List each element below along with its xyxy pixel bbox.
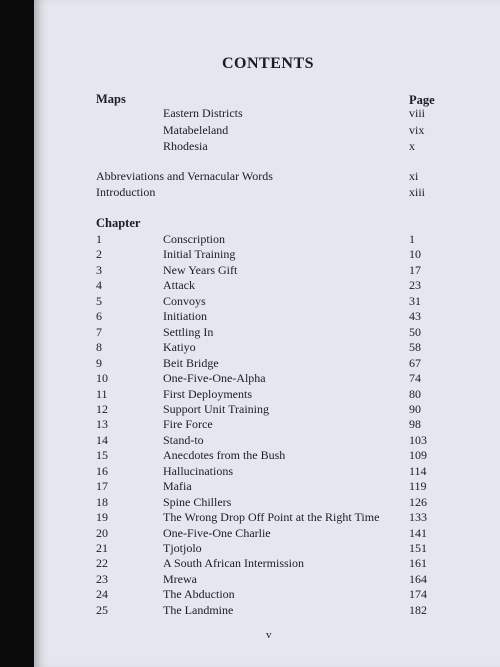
book-page: [34, 0, 500, 667]
chapter-page: 151: [409, 541, 427, 555]
front-matter-entry-page: xiii: [409, 185, 426, 199]
chapter-page: 1: [409, 232, 415, 246]
chapter-number: 13: [96, 417, 108, 432]
chapter-page: 133: [409, 510, 427, 525]
chapter-page: 80: [409, 386, 421, 401]
chapter-title: Anecdotes from the Bush: [163, 448, 286, 463]
chapter-page: 10: [409, 247, 421, 262]
chapter-page: 126: [409, 494, 427, 509]
chapter-page: 141: [409, 525, 427, 540]
front-matter-entry-page: xi: [409, 169, 419, 183]
chapter-title: Stand-to: [163, 432, 204, 447]
chapter-title: One-Five-One Charlie: [163, 525, 271, 540]
chapter-page: 182: [409, 602, 427, 617]
chapter-page: 103: [409, 432, 427, 447]
chapter-title: Tjotjolo: [163, 541, 202, 555]
chapter-page: 31: [409, 293, 421, 308]
chapter-page: 17: [409, 262, 421, 277]
chapter-title: Convoys: [163, 293, 206, 308]
chapter-page: 58: [409, 340, 421, 355]
chapter-page: 67: [409, 355, 421, 370]
chapter-number: 19: [96, 510, 108, 525]
chapter-number: 20: [96, 525, 108, 540]
front-matter-entry-name: Introduction: [96, 185, 156, 199]
chapter-title: Fire Force: [163, 417, 213, 432]
chapter-title: Katiyo: [163, 340, 196, 355]
chapter-page: 109: [409, 448, 427, 463]
chapter-page: 90: [409, 401, 421, 416]
chapter-number: 11: [96, 386, 108, 401]
chapter-heading: Chapter: [96, 216, 141, 230]
chapter-title: A South African Intermission: [163, 556, 304, 571]
chapter-page: 98: [409, 417, 421, 432]
chapter-title: First Deployments: [163, 386, 252, 401]
maps-heading: Maps: [96, 92, 126, 106]
chapter-number: 9: [96, 355, 102, 370]
chapter-page: 161: [409, 556, 427, 571]
chapter-page: 114: [409, 463, 427, 478]
chapter-number: 23: [96, 571, 108, 586]
map-entry-page: x: [409, 139, 415, 153]
chapter-number: 2: [96, 247, 102, 262]
chapter-title: Settling In: [163, 324, 214, 339]
page-folio: v: [266, 629, 272, 641]
map-entry-name: Rhodesia: [163, 139, 208, 153]
chapter-number: 8: [96, 340, 102, 355]
map-entry-page: vix: [409, 122, 425, 137]
chapter-number: 3: [96, 262, 102, 277]
chapter-number: 17: [96, 479, 108, 494]
chapter-title: Initial Training: [163, 247, 236, 262]
chapter-title: Spine Chillers: [163, 494, 232, 509]
chapter-number: 4: [96, 278, 102, 293]
chapter-title: Conscription: [163, 232, 225, 246]
chapter-number: 1: [96, 232, 102, 246]
chapter-title: Attack: [163, 278, 195, 293]
chapter-number: 15: [96, 448, 108, 463]
chapter-page: 164: [409, 571, 427, 586]
chapter-number: 18: [96, 494, 108, 509]
chapter-title: Initiation: [163, 309, 207, 324]
chapter-page: 174: [409, 587, 427, 602]
chapter-number: 21: [96, 541, 108, 555]
chapter-number: 6: [96, 309, 102, 324]
chapter-title: The Landmine: [163, 602, 234, 617]
chapter-page: 43: [409, 309, 421, 324]
chapter-number: 16: [96, 463, 108, 478]
chapter-title: Beit Bridge: [163, 355, 219, 370]
chapter-page: 74: [409, 371, 421, 386]
chapter-title: One-Five-One-Alpha: [163, 371, 266, 386]
chapter-title: New Years Gift: [163, 262, 238, 277]
map-entry-name: Matabeleland: [163, 122, 229, 137]
map-entry-name: Eastern Districts: [163, 106, 243, 120]
chapter-title: Support Unit Training: [163, 401, 270, 416]
chapter-number: 12: [96, 401, 108, 416]
front-matter-entry-name: Abbreviations and Vernacular Words: [96, 169, 273, 183]
chapter-number: 24: [96, 587, 108, 602]
page-column-heading: Page: [409, 93, 435, 107]
chapter-page: 50: [409, 324, 421, 339]
chapter-title: The Wrong Drop Off Point at the Right Time: [163, 510, 380, 525]
contents-title: CONTENTS: [222, 55, 315, 72]
chapter-number: 7: [96, 324, 102, 339]
chapter-number: 14: [96, 432, 108, 447]
chapter-title: Hallucinations: [163, 463, 233, 478]
map-entry-page: viii: [409, 106, 426, 120]
chapter-page: 119: [409, 479, 427, 494]
chapter-page: 23: [409, 278, 421, 293]
chapter-title: Mrewa: [163, 571, 197, 586]
chapter-title: Mafia: [163, 479, 192, 494]
chapter-number: 25: [96, 602, 108, 617]
chapter-title: The Abduction: [163, 587, 235, 602]
chapter-number: 5: [96, 293, 102, 308]
chapter-number: 22: [96, 556, 108, 571]
chapter-number: 10: [96, 371, 108, 386]
